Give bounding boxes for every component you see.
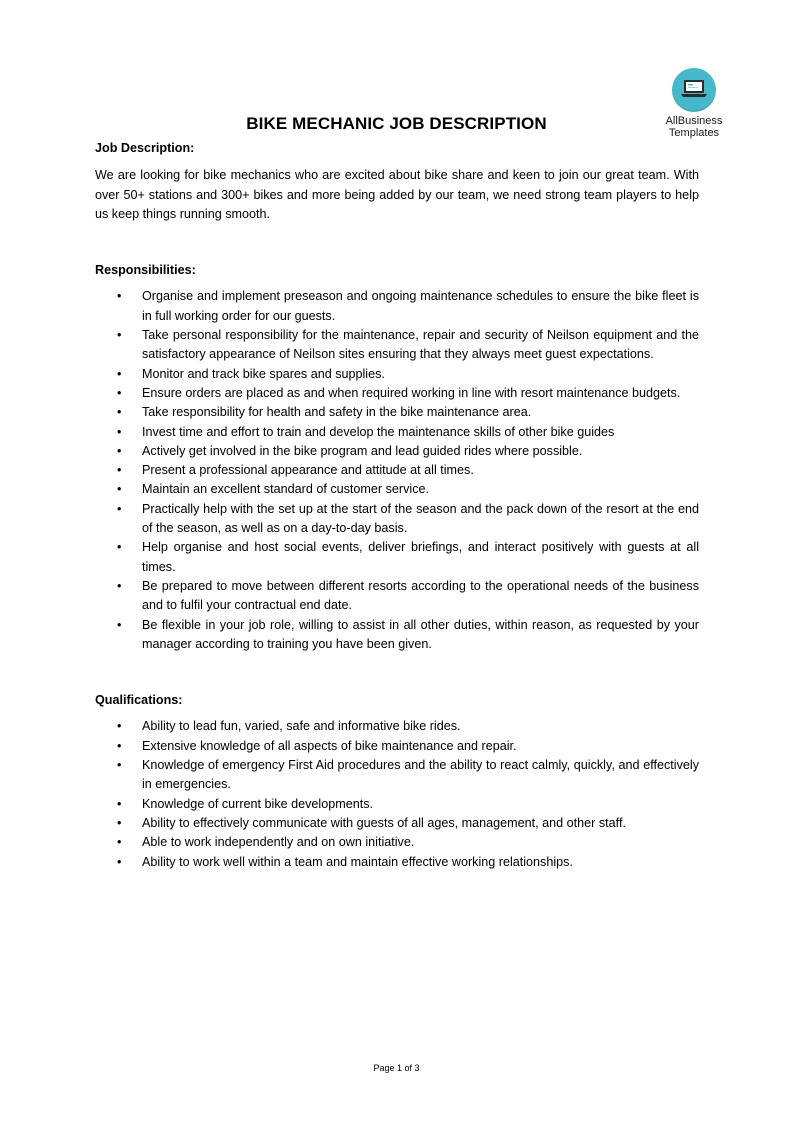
list-item bbox=[95, 717, 699, 736]
bullet-icon: • bbox=[117, 796, 122, 811]
bullet-icon: • bbox=[117, 328, 122, 343]
bullet-icon: • bbox=[117, 424, 122, 439]
list-item bbox=[95, 853, 699, 872]
list-item-text: Take personal responsibility for the maintenance, repair and security of Neilson equipment and the satisfactory appearance of Neilson sites ensuring that they always meet guest expectations. bbox=[142, 328, 699, 362]
bullet-icon: • bbox=[117, 463, 122, 478]
bullet-icon: • bbox=[117, 738, 122, 753]
list-item-text: Able to work independently and on own initiative. bbox=[142, 835, 415, 850]
list-item-text: Actively get involved in the bike program and lead guided rides where possible. bbox=[142, 443, 583, 458]
list-item bbox=[95, 326, 699, 365]
list-item bbox=[95, 833, 699, 852]
bullet-icon: • bbox=[117, 385, 122, 400]
list-item-text: Present a professional appearance and attitude at all times. bbox=[142, 463, 474, 478]
bullet-icon: • bbox=[117, 289, 122, 304]
job-description-text: We are looking for bike mechanics who are excited about bike share and keen to join our great team. With over 50+ stations and 300+ bikes and more being added by our team, we need strong team players to help us keep things running smooth. bbox=[95, 168, 699, 221]
bullet-icon: • bbox=[117, 617, 122, 632]
list-item-text: Organise and implement preseason and ongoing maintenance schedules to ensure the bike fleet is in full working order for our guests. bbox=[142, 289, 699, 323]
list-item bbox=[95, 737, 699, 756]
list-item-text: Take responsibility for health and safety in the bike maintenance area. bbox=[142, 405, 532, 420]
list-item-text: Knowledge of emergency First Aid procedures and the ability to react calmly, quickly, and effectively in emergencies. bbox=[142, 758, 699, 792]
list-item-text: Help organise and host social events, deliver briefings, and interact positively with guests at all times. bbox=[142, 540, 699, 574]
list-item bbox=[95, 287, 699, 326]
list-item bbox=[95, 616, 699, 655]
list-item bbox=[95, 500, 699, 539]
list-item bbox=[95, 814, 699, 833]
list-item-text: Ensure orders are placed as and when required working in line with resort maintenance budgets. bbox=[142, 385, 681, 400]
list-item bbox=[95, 423, 699, 442]
job-description-heading: Job Description: bbox=[95, 141, 195, 155]
responsibilities-heading: Responsibilities: bbox=[95, 263, 196, 278]
laptop-icon bbox=[672, 68, 716, 112]
list-item-text: Extensive knowledge of all aspects of bike maintenance and repair. bbox=[142, 738, 517, 753]
list-item-text: Maintain an excellent standard of customer service. bbox=[142, 482, 429, 497]
list-item bbox=[95, 461, 699, 480]
document-title: BIKE MECHANIC JOB DESCRIPTION bbox=[246, 114, 547, 133]
list-item bbox=[95, 365, 699, 384]
bullet-icon: • bbox=[117, 540, 122, 555]
list-item-text: Be prepared to move between different resorts according to the operational needs of the business and to fulfil your contractual end date. bbox=[142, 578, 699, 613]
bullet-icon: • bbox=[117, 835, 122, 850]
document-body bbox=[95, 139, 699, 872]
list-item-text: Practically help with the set up at the start of the season and the pack down of the resort at the end of the season, as well as on a day-to-day basis. bbox=[142, 501, 699, 536]
list-item bbox=[95, 577, 699, 616]
responsibilities-list bbox=[95, 287, 699, 654]
logo-line-1: AllBusiness bbox=[665, 115, 723, 127]
bullet-icon: • bbox=[117, 854, 122, 869]
list-item-text: Knowledge of current bike developments. bbox=[142, 796, 374, 811]
bullet-icon: • bbox=[117, 482, 122, 497]
bullet-icon: • bbox=[117, 405, 122, 420]
list-item bbox=[95, 538, 699, 577]
list-item-text: Invest time and effort to train and develop the maintenance skills of other bike guides bbox=[142, 424, 615, 439]
list-item-text: Be flexible in your job role, willing to assist in all other duties, within reason, as requested by your manager according to training you have been given. bbox=[142, 617, 699, 651]
bullet-icon: • bbox=[117, 501, 122, 516]
bullet-icon: • bbox=[117, 366, 122, 381]
bullet-icon: • bbox=[117, 443, 122, 458]
list-item-text: Monitor and track bike spares and supplies. bbox=[142, 366, 385, 381]
list-item bbox=[95, 442, 699, 461]
page-number: Page 1 of 3 bbox=[373, 1063, 420, 1073]
qualifications-heading: Qualifications: bbox=[95, 693, 183, 708]
bullet-icon: • bbox=[117, 815, 122, 830]
list-item-text: Ability to lead fun, varied, safe and informative bike rides. bbox=[142, 719, 461, 734]
list-item-text: Ability to work well within a team and maintain effective working relationships. bbox=[142, 854, 573, 869]
list-item bbox=[95, 756, 699, 795]
list-item-text: Ability to effectively communicate with guests of all ages, management, and other staff. bbox=[142, 815, 626, 830]
list-item bbox=[95, 480, 699, 499]
list-item bbox=[95, 384, 699, 403]
bullet-icon: • bbox=[117, 578, 122, 593]
list-item bbox=[95, 403, 699, 422]
list-item bbox=[95, 795, 699, 814]
bullet-icon: • bbox=[117, 758, 122, 773]
bullet-icon: • bbox=[117, 719, 122, 734]
logo-line-2: Templates bbox=[668, 127, 720, 139]
qualifications-list bbox=[95, 717, 699, 871]
